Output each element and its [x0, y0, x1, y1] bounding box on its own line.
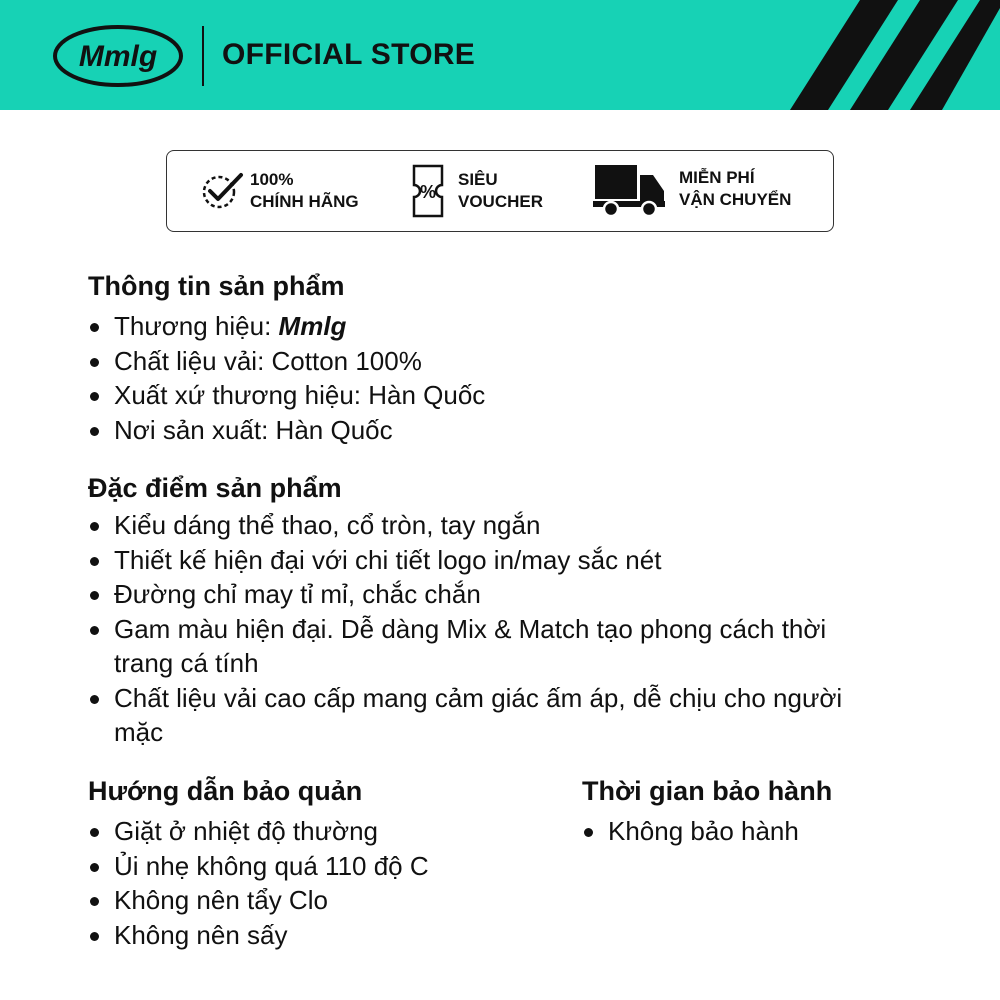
list-item: Ủi nhẹ không quá 110 độ C: [88, 849, 508, 884]
svg-text:Mmlg: Mmlg: [78, 40, 158, 73]
badge-authentic: [197, 151, 377, 233]
list-item: Giặt ở nhiệt độ thường: [88, 814, 508, 849]
list-item: Xuất xứ thương hiệu: Hàn Quốc: [88, 378, 908, 413]
features-title: Đặc điểm sản phẩm: [88, 473, 342, 503]
store-header: [0, 0, 1000, 110]
warranty-list: [582, 814, 922, 849]
voucher-ticket-icon: [411, 163, 445, 219]
care-title: Hướng dẫn bảo quản: [88, 776, 363, 806]
list-item: Nơi sản xuất: Hàn Quốc: [88, 413, 908, 448]
badge-free-shipping: [593, 151, 823, 233]
list-item: Kiểu dáng thể thao, cổ tròn, tay ngắn: [88, 508, 888, 543]
badge-voucher: [411, 151, 571, 233]
header-stripes-decoration: [790, 0, 1000, 110]
svg-text:%: %: [419, 182, 437, 202]
verified-check-icon: [201, 171, 245, 211]
brand-logo: [52, 24, 184, 88]
list-item: Không nên sấy: [88, 918, 508, 953]
product-info-title: Thông tin sản phẩm: [88, 271, 345, 301]
badge-shipping-line1: MIỄN PHÍ: [679, 168, 755, 187]
list-item: Gam màu hiện đại. Dễ dàng Mix & Match tạo phong cách thời trang cá tính: [88, 612, 888, 681]
badge-authentic-line2: CHÍNH HÃNG: [250, 192, 359, 211]
list-item: Không bảo hành: [582, 814, 922, 849]
list-item: Đường chỉ may tỉ mỉ, chắc chắn: [88, 577, 888, 612]
badge-voucher-line2: VOUCHER: [458, 192, 544, 211]
store-title: OFFICIAL STORE: [222, 38, 476, 71]
care-list: [88, 814, 508, 952]
list-item: [88, 309, 908, 344]
product-info-list: [88, 309, 908, 447]
delivery-truck-icon: [593, 163, 667, 219]
badge-authentic-line1: 100%: [250, 170, 294, 189]
list-item: Thiết kế hiện đại với chi tiết logo in/may sắc nét: [88, 543, 888, 578]
list-item: Không nên tẩy Clo: [88, 883, 508, 918]
header-divider: [202, 26, 204, 86]
benefits-bar: [166, 150, 834, 232]
list-item: Chất liệu vải cao cấp mang cảm giác ấm áp, dễ chịu cho người mặc: [88, 681, 888, 750]
brand-value: Mmlg: [278, 311, 347, 341]
features-list: [88, 508, 888, 750]
badge-voucher-line1: SIÊU: [458, 170, 498, 189]
brand-label: Thương hiệu:: [114, 311, 279, 341]
list-item: Chất liệu vải: Cotton 100%: [88, 344, 908, 379]
badge-shipping-line2: VẬN CHUYỂN: [679, 190, 792, 209]
warranty-title: Thời gian bảo hành: [582, 776, 833, 806]
